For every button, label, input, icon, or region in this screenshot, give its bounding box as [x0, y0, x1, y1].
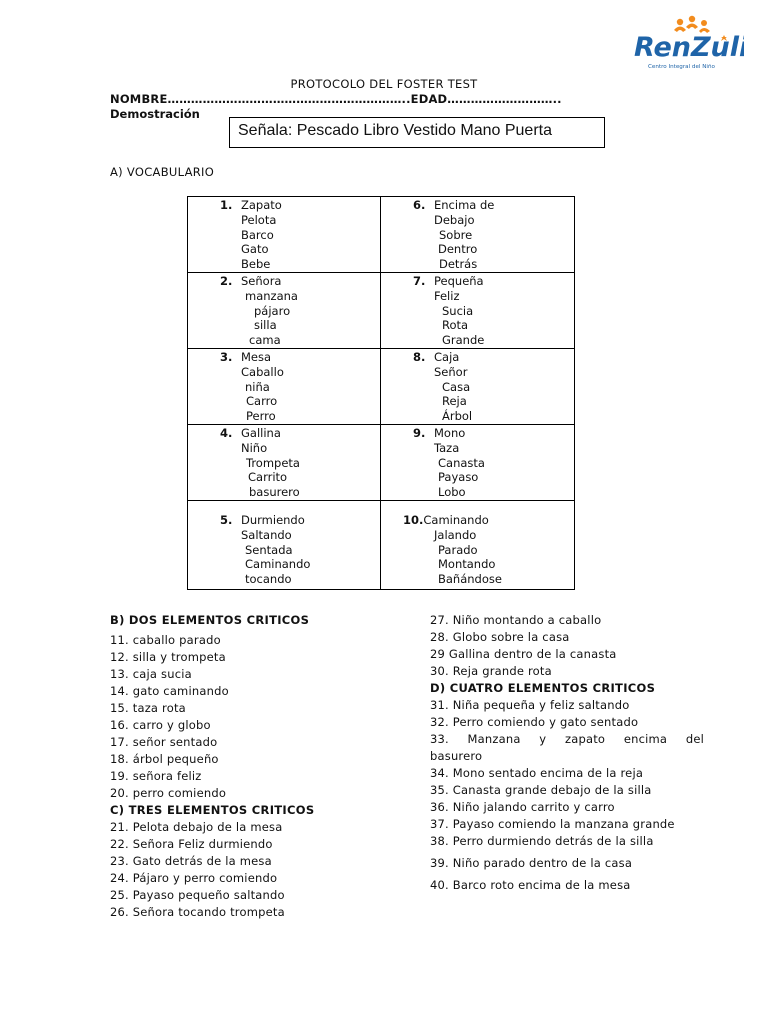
list-item: 22. Señora Feliz durmiendo: [110, 837, 273, 851]
vocab-word: Pequeña: [434, 273, 484, 288]
vocab-word: Payaso: [438, 470, 479, 485]
vocab-word: Encima de: [434, 198, 495, 212]
list-item: 18. árbol pequeño: [110, 752, 219, 766]
vocab-cell-9: [381, 424, 575, 500]
vocab-num-1: 1.: [220, 198, 233, 212]
vocab-word: tocando: [245, 572, 292, 587]
vocab-word: Sentada: [245, 542, 293, 557]
vocab-word: Señor: [434, 364, 468, 379]
vocab-word: Rota: [442, 318, 469, 333]
vocab-word: Lobo: [438, 485, 466, 500]
left-column: [110, 612, 410, 921]
vocab-word: Jalando: [434, 527, 477, 542]
list-item: 30. Reja grande rota: [430, 664, 552, 678]
vocab-word: cama: [249, 333, 281, 348]
vocab-word: Sobre: [439, 227, 473, 242]
section-a-heading: A) VOCABULARIO: [110, 165, 215, 179]
list-item-33-line2: basurero: [430, 749, 483, 763]
list-item: 29 Gallina dentro de la canasta: [430, 647, 617, 661]
vocab-word: Canasta: [438, 455, 485, 470]
vocab-cell-6: [381, 197, 575, 273]
vocab-word: Señora: [241, 273, 282, 288]
table-row: [188, 348, 575, 424]
vocab-word: Perro: [246, 409, 276, 424]
vocab-cell-10: [381, 500, 575, 589]
renzuli-logo: [622, 10, 744, 76]
list-item: 14. gato caminando: [110, 684, 229, 698]
vocabulary-table: [187, 196, 575, 590]
vocab-word: Caja: [434, 349, 460, 364]
list-item: 31. Niña pequeña y feliz saltando: [430, 698, 630, 712]
vocab-word: Grande: [442, 333, 485, 348]
vocab-word: Casa: [442, 379, 471, 394]
vocab-cell-8: [381, 348, 575, 424]
list-item: 40. Barco roto encima de la mesa: [430, 878, 631, 892]
right-column: [430, 612, 704, 894]
vocab-num-10: 10.: [403, 512, 424, 527]
vocab-word: Detrás: [439, 257, 478, 272]
nombre-edad-line: NOMBRE……………………………………………………..EDAD………………………..: [110, 92, 562, 106]
vocab-num-5: 5.: [220, 512, 233, 527]
vocab-word: Taza: [434, 440, 460, 455]
senala-box: Señala: Pescado Libro Vestido Mano Puerta: [229, 117, 605, 148]
vocab-num-9: 9.: [413, 425, 426, 440]
vocab-word: Sucia: [442, 303, 474, 318]
list-item: 39. Niño parado dentro de la casa: [430, 856, 633, 870]
vocab-word: Carro: [246, 394, 278, 409]
list-item: 12. silla y trompeta: [110, 650, 226, 664]
vocab-cell-1: [188, 197, 381, 273]
vocab-word: pájaro: [254, 303, 291, 318]
vocab-word: Durmiendo: [241, 512, 305, 527]
list-item-33-line1: 33. Manzana y zapato encima del: [430, 732, 704, 746]
vocab-word: Debajo: [434, 212, 475, 227]
vocab-word: Caminando: [245, 557, 311, 572]
list-item: 25. Payaso pequeño saltando: [110, 888, 285, 902]
list-item: 16. carro y globo: [110, 718, 211, 732]
table-row: [188, 197, 575, 273]
table-row: [188, 424, 575, 500]
vocab-word: Bañándose: [438, 572, 502, 587]
vocab-cell-7: [381, 272, 575, 348]
vocab-word: Dentro: [438, 242, 478, 257]
list-item: 27. Niño montando a caballo: [430, 613, 602, 627]
vocab-cell-3: [188, 348, 381, 424]
vocab-cell-2: [188, 272, 381, 348]
logo-wordmark: RenZuli: [634, 32, 744, 63]
vocab-word: Árbol: [442, 409, 473, 424]
demostracion-label: Demostración: [110, 107, 200, 121]
section-c-heading: C) TRES ELEMENTOS CRITICOS: [110, 803, 315, 817]
vocab-word: Niño: [241, 440, 268, 455]
vocab-word: Barco: [241, 227, 274, 242]
vocab-word: Bebe: [241, 257, 271, 272]
vocab-word: Gallina: [241, 425, 281, 440]
vocab-num-8: 8.: [413, 349, 426, 364]
renzuli-logo-graphic: [622, 10, 744, 76]
vocab-word: Pelota: [241, 212, 277, 227]
vocab-word: Parado: [438, 542, 478, 557]
vocab-num-3: 3.: [220, 349, 233, 364]
list-item: 13. caja sucia: [110, 667, 192, 681]
list-item: 28. Globo sobre la casa: [430, 630, 570, 644]
list-item: 11. caballo parado: [110, 633, 221, 647]
list-item: 24. Pájaro y perro comiendo: [110, 871, 278, 885]
vocab-word: Montando: [438, 557, 496, 572]
vocab-word: manzana: [245, 288, 298, 303]
logo-tagline: Centro Integral del Niño: [648, 64, 715, 70]
table-row: [188, 500, 575, 589]
vocab-word: basurero: [249, 485, 300, 500]
section-b-heading: B) DOS ELEMENTOS CRITICOS: [110, 613, 310, 627]
list-item: 32. Perro comiendo y gato sentado: [430, 715, 639, 729]
list-item: 34. Mono sentado encima de la reja: [430, 766, 644, 780]
vocab-word: Zapato: [241, 198, 282, 212]
vocab-num-7: 7.: [413, 273, 426, 288]
list-item: 36. Niño jalando carrito y carro: [430, 800, 615, 814]
list-item: 15. taza rota: [110, 701, 186, 715]
list-item: 37. Payaso comiendo la manzana grande: [430, 817, 675, 831]
vocab-word: niña: [245, 379, 270, 394]
vocab-cell-4: [188, 424, 381, 500]
vocab-word: Saltando: [241, 527, 292, 542]
vocab-word: Carrito: [248, 470, 288, 485]
vocab-word: silla: [254, 318, 277, 333]
vocab-num-4: 4.: [220, 425, 233, 440]
document-title: PROTOCOLO DEL FOSTER TEST: [290, 77, 478, 91]
vocab-num-2: 2.: [220, 273, 233, 288]
list-item: 35. Canasta grande debajo de la silla: [430, 783, 652, 797]
list-item: 17. señor sentado: [110, 735, 218, 749]
vocab-word: Gato: [241, 242, 269, 257]
vocab-word: Caminando: [423, 512, 489, 527]
vocab-num-6: 6.: [413, 198, 426, 212]
table-row: [188, 272, 575, 348]
section-d-heading: D) CUATRO ELEMENTOS CRITICOS: [430, 681, 656, 695]
list-item: 21. Pelota debajo de la mesa: [110, 820, 283, 834]
list-item: 26. Señora tocando trompeta: [110, 905, 285, 919]
list-item: 20. perro comiendo: [110, 786, 227, 800]
vocab-word: Feliz: [434, 288, 460, 303]
list-item: 19. señora feliz: [110, 769, 202, 783]
vocab-word: Mesa: [241, 349, 272, 364]
vocab-word: Mono: [434, 425, 466, 440]
list-item: 38. Perro durmiendo detrás de la silla: [430, 834, 654, 848]
vocab-word: Reja: [442, 394, 467, 409]
list-item: 23. Gato detrás de la mesa: [110, 854, 272, 868]
vocab-word: Caballo: [241, 364, 284, 379]
vocab-cell-5: [188, 500, 381, 589]
vocab-word: Trompeta: [246, 455, 300, 470]
